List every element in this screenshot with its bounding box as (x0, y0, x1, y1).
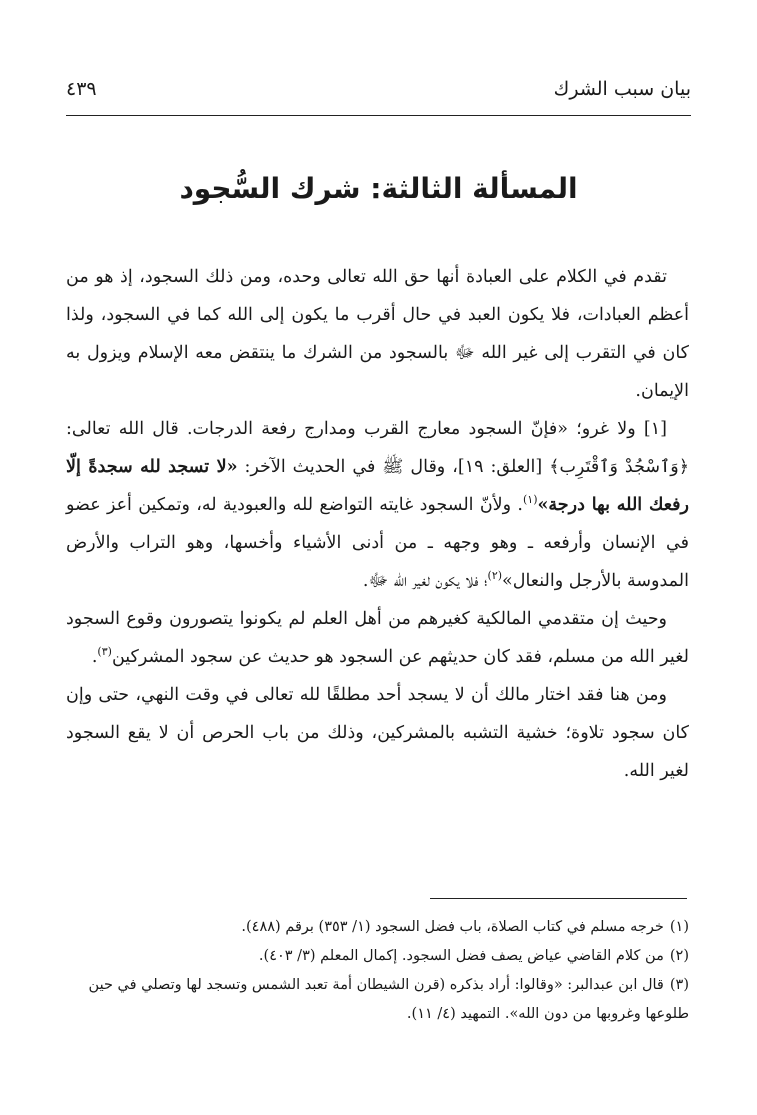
chapter-title: المسألة الثالثة: شرك السُّجود (179, 172, 578, 205)
paragraph-2-text-c: ؛ فلا يكون لغير الله ﷻ. (362, 571, 488, 591)
running-title: بيان سبب الشرك (553, 78, 691, 100)
paragraph-1: تقدم في الكلام على العبادة أنها حق الله تعالى وحده، ومن ذلك السجود، إذ هو من أعظم العبادات، فلا يكون العبد في حال أقرب ما يكون إلى الله كما في السجود، ولذا كان في التقرب إلى غير الله ﷻ بالسجود من الشرك ما ينتقض معه الإسلام ويزول به الإيمان. (66, 267, 689, 401)
footnotes (66, 913, 689, 1029)
paragraph-3-text-b: . (91, 647, 98, 667)
footnote-number: (١) (669, 919, 689, 935)
hadith-quote: «لا تسجد لله سجدةً إلّا رفعك الله بها درجة» (66, 457, 689, 515)
footnote-text: خرجه مسلم في كتاب الصلاة، باب فضل السجود (١/ ٣٥٣) برقم (٤٨٨). (241, 919, 664, 935)
footnote-2 (66, 942, 689, 971)
paragraph-2-text-b: . ولأنّ السجود غايته التواضع لله والعبودية له، وتمكين أعز عضو في الإنسان وأرفعه ـ وهو وجهه ـ من أدنى الأشياء وأخسها، وهو التراب والأرض المدوسة بالأرجل والنعال» (66, 495, 689, 591)
paragraph-2 (66, 410, 689, 600)
paragraph-3 (66, 600, 689, 676)
header-divider (66, 115, 691, 116)
footnote-ref-2[interactable]: (٢) (487, 569, 503, 583)
footnote-ref-1[interactable]: (١) (522, 493, 538, 507)
paragraph-2-text-a: [١] ولا غرو؛ «فإنّ السجود معارج القرب ومدارج رفعة الدرجات. قال الله تعالى: ﴿وَٱسْجُدْ وَٱقْتَرِب﴾ [العلق: ١٩]، وقال ﷺ في الحديث الآخر: (66, 419, 689, 477)
running-header (66, 78, 691, 108)
footnote-text: قال ابن عبدالبر: «وقالوا: أراد بذكره (قرن الشيطان أمة تعبد الشمس وتسجد لها وتصلي في حين طلوعها وغروبها من دون الله». التمهيد (٤/ ١١). (88, 977, 689, 1022)
paragraph-4: ومن هنا فقد اختار مالك أن لا يسجد أحد مطلقًا لله تعالى في وقت النهي، حتى وإن كان سجود تلاوة؛ خشية التشبه بالمشركين، وذلك من باب الحرص أن لا يقع السجود لغير الله. (66, 685, 689, 781)
footnote-text: من كلام القاضي عياض يصف فضل السجود. إكمال المعلم (٣/ ٤٠٣). (258, 948, 664, 964)
footnote-number: (٢) (669, 948, 689, 964)
page-number: ٤٣٩ (66, 78, 97, 100)
paragraph-3-text-a: وحيث إن متقدمي المالكية كغيرهم من أهل العلم لم يكونوا يتصورون وقوع السجود لغير الله من مسلم، فقد كان حديثهم عن السجود هو حديث عن سجود المشركين (66, 609, 689, 667)
footnote-1 (66, 913, 689, 942)
footnote-ref-3[interactable]: (٣) (97, 645, 112, 659)
main-text (66, 258, 689, 790)
footnote-divider (430, 898, 687, 899)
footnote-3 (66, 971, 689, 1029)
footnote-number: (٣) (669, 977, 689, 993)
